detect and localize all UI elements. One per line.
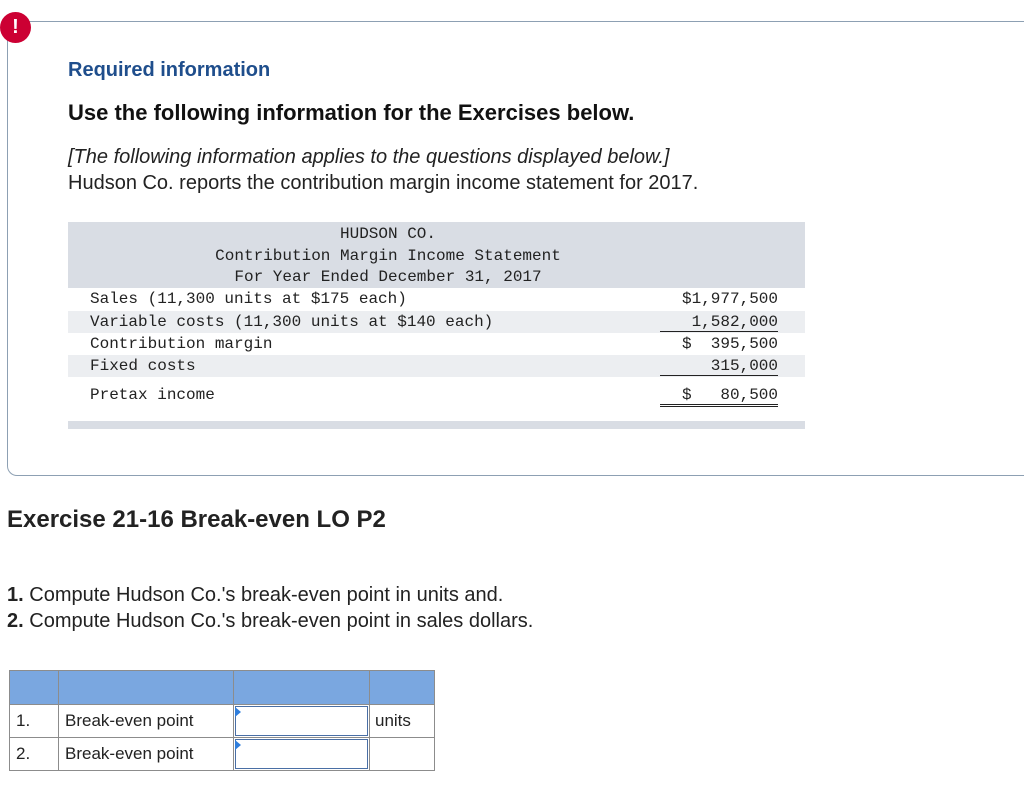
statement-row-pretax-income bbox=[68, 384, 805, 406]
row-amount: $ 395,500 bbox=[681, 335, 778, 353]
row-label: Break-even point bbox=[59, 705, 234, 738]
alert-icon: ! bbox=[0, 12, 31, 43]
statement-name: Contribution Margin Income Statement bbox=[215, 247, 561, 265]
input-marker-icon bbox=[235, 740, 241, 750]
row-label: Variable costs (11,300 units at $140 each) bbox=[90, 313, 494, 331]
statement-row-fixed-costs bbox=[68, 355, 805, 377]
statement-row-sales bbox=[68, 288, 805, 310]
statement-header bbox=[68, 222, 805, 288]
statement-period: For Year Ended December 31, 2017 bbox=[234, 268, 542, 286]
intro-description: Hudson Co. reports the contribution margin income statement for 2017. bbox=[68, 172, 699, 194]
answer-cell bbox=[234, 705, 370, 738]
question-2-text: Compute Hudson Co.'s break-even point in sales dollars. bbox=[29, 610, 534, 632]
income-statement bbox=[68, 222, 805, 429]
row-amount: $ 80,500 bbox=[660, 386, 778, 407]
row-number: 2. bbox=[10, 738, 59, 771]
statement-footer-bar bbox=[68, 421, 805, 429]
question-2 bbox=[7, 608, 707, 634]
header-cell bbox=[10, 671, 59, 705]
header-cell bbox=[370, 671, 435, 705]
answer-cell bbox=[234, 738, 370, 771]
exercise-instructions bbox=[7, 582, 707, 634]
statement-row-variable-costs bbox=[68, 311, 805, 333]
row-label: Fixed costs bbox=[90, 357, 196, 375]
row-label: Break-even point bbox=[59, 738, 234, 771]
row-label: Sales (11,300 units at $175 each) bbox=[90, 290, 407, 308]
row-amount: 315,000 bbox=[660, 357, 778, 376]
header-cell bbox=[234, 671, 370, 705]
row-number: 1. bbox=[10, 705, 59, 738]
row-amount: $1,977,500 bbox=[681, 290, 778, 308]
exercise-title: Exercise 21-16 Break-even LO P2 bbox=[7, 506, 386, 533]
break-even-dollars-input[interactable] bbox=[235, 739, 368, 769]
question-2-number: 2. bbox=[7, 610, 24, 632]
required-information-title: Required information bbox=[68, 59, 271, 81]
header-cell bbox=[59, 671, 234, 705]
input-marker-icon bbox=[235, 707, 241, 717]
row-unit: units bbox=[370, 705, 435, 738]
row-label: Contribution margin bbox=[90, 335, 273, 353]
question-1 bbox=[7, 582, 707, 608]
row-amount: 1,582,000 bbox=[660, 313, 778, 332]
answer-row-1 bbox=[10, 705, 435, 738]
instructions-heading: Use the following information for the Exercises below. bbox=[68, 100, 635, 125]
question-1-number: 1. bbox=[7, 584, 24, 606]
break-even-units-input[interactable] bbox=[235, 706, 368, 736]
intro-text bbox=[68, 144, 828, 196]
statement-row-contribution-margin bbox=[68, 333, 805, 355]
intro-italic-note: [The following information applies to the questions displayed below.] bbox=[68, 146, 670, 168]
row-label: Pretax income bbox=[90, 386, 215, 404]
row-unit bbox=[370, 738, 435, 771]
statement-company: HUDSON CO. bbox=[339, 225, 436, 243]
question-1-text: Compute Hudson Co.'s break-even point in units and. bbox=[29, 584, 504, 606]
answer-table bbox=[9, 670, 435, 771]
answer-table-header bbox=[10, 671, 435, 705]
answer-row-2 bbox=[10, 738, 435, 771]
